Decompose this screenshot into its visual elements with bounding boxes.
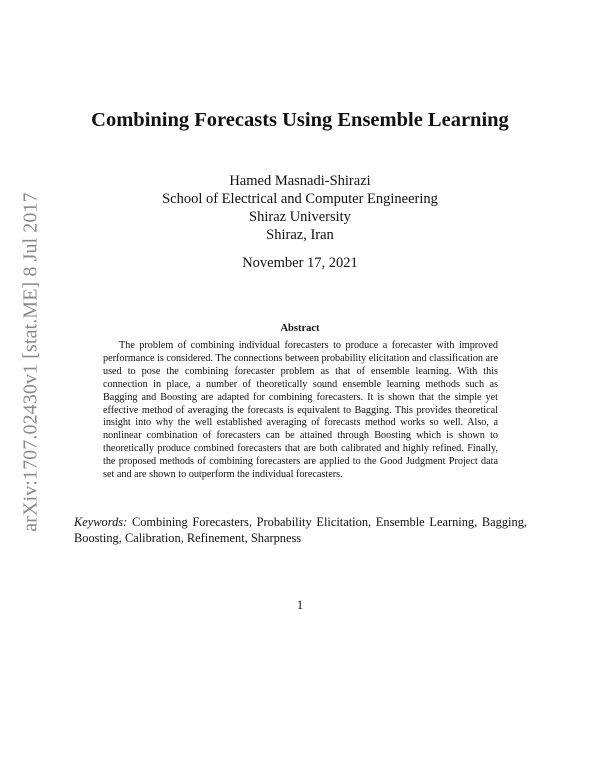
keywords-paragraph xyxy=(74,514,527,546)
author-block xyxy=(100,172,500,244)
affiliation-line: Shiraz University xyxy=(249,209,351,225)
affiliation-line: Shiraz, Iran xyxy=(266,227,334,243)
paper-date: November 17, 2021 xyxy=(242,255,358,271)
paper-title: Combining Forecasts Using Ensemble Learning xyxy=(91,109,509,131)
keywords-text: Combining Forecasters, Probability Elicitation, Ensemble Learning, Bagging, Boosting, Calibration, Refinement, Sharpness xyxy=(74,515,527,545)
arxiv-identifier-stamp: arXiv:1707.02430v1 [stat.ME] 8 Jul 2017 xyxy=(19,192,42,532)
affiliation-line: School of Electrical and Computer Engineering xyxy=(162,191,438,207)
abstract-heading: Abstract xyxy=(280,323,320,334)
page-number: 1 xyxy=(296,598,304,612)
author-name: Hamed Masnadi-Shirazi xyxy=(229,173,371,189)
abstract-text: The problem of combining individual forecasters to produce a forecaster with improved performance is considered. The connections between probability elicitation and classification are used to pose the combining forecaster problem as that of ensemble learning. With this connection in place, a number of theoretically sound ensemble learning methods such as Bagging and Boosting are adapted for combining forecasters. It is shown that the simple yet effective method of averaging the forecasts is equivalent to Bagging. This provides theoretical insight into why the well established averaging of forecasts method works so well. Also, a nonlinear combination of forecasters can be attained through Boosting which is shown to theoretically produce combined forecasters that are both calibrated and highly refined. Finally, the proposed methods of combining forecasters are applied to the Good Judgment Project data set and are shown to outperform the individual forecasters. xyxy=(103,340,498,481)
keywords-label: Keywords: xyxy=(74,515,128,529)
